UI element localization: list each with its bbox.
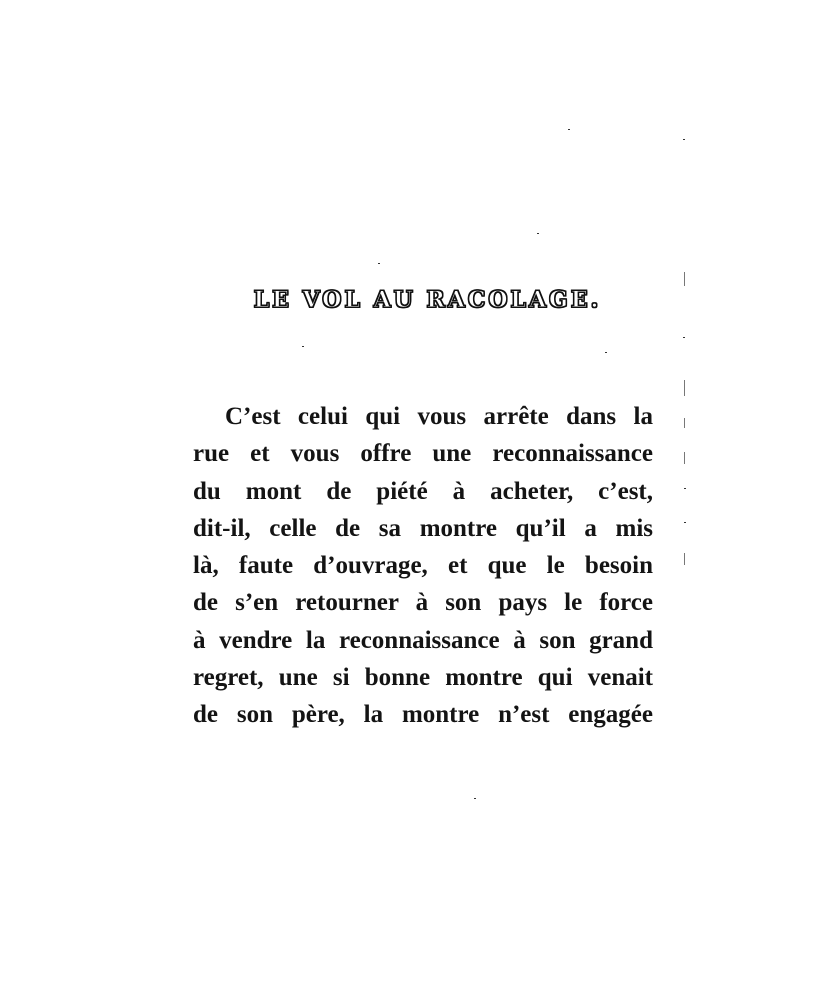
- scan-speck: [684, 553, 685, 565]
- chapter-title: LE VOL AU RACOLAGE.: [253, 287, 602, 313]
- scan-speck: [684, 522, 686, 523]
- scan-speck: [684, 488, 686, 489]
- scan-speck: [568, 129, 570, 130]
- scan-speck: [684, 380, 685, 396]
- text-line: rue et vous offre une reconnaissance: [193, 440, 653, 468]
- text-line: à vendre la reconnaissance à son grand: [193, 626, 653, 654]
- scan-speck: [684, 272, 685, 286]
- scan-speck: [302, 346, 304, 347]
- text-line: là, faute d’ouvrage, et que le besoin: [193, 552, 653, 580]
- text-line: de s’en retourner à son pays le force: [193, 589, 653, 617]
- text-line: du mont de piété à acheter, c’est,: [193, 477, 653, 505]
- scan-speck: [683, 337, 685, 338]
- paragraph: [193, 398, 653, 734]
- scan-speck: [684, 452, 685, 464]
- scan-speck: [605, 352, 607, 353]
- scan-speck: [537, 233, 539, 234]
- scan-speck: [474, 798, 476, 799]
- text-line: regret, une si bonne montre qui venait: [193, 664, 653, 692]
- scan-speck: [378, 263, 380, 264]
- scan-speck: [683, 139, 685, 140]
- text-line: de son père, la montre n’est engagée: [193, 701, 653, 729]
- scan-speck: [684, 418, 685, 428]
- text-line: C’est celui qui vous arrête dans la: [225, 403, 653, 430]
- text-line: dit-il, celle de sa montre qu’il a mis: [193, 514, 653, 542]
